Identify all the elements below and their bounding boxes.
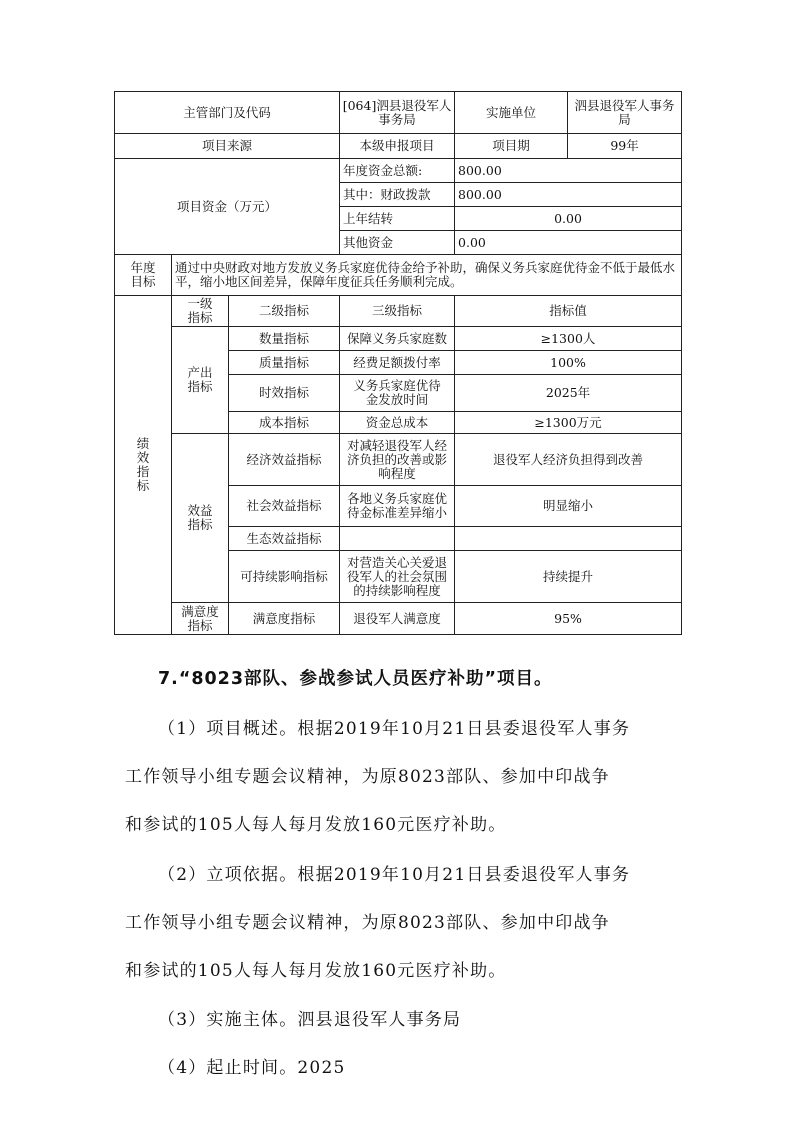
row-l3: 义务兵家庭优待金发放时间 [340,375,455,412]
row-l3: 资金总成本 [340,412,455,434]
performance-table [114,91,682,635]
section-heading: 7.“8023部队、参战参试人员医疗补助”项目。 [158,669,553,689]
paragraph-line: （2）立项依据。根据2019年10月21日县委退役军人事务 [158,865,631,885]
satisfaction-label: 满意度指标 [172,603,229,635]
row-value: 持续提升 [455,551,682,603]
header-value: 指标值 [455,296,682,327]
period-value: 99年 [568,134,682,159]
dept-label: 主管部门及代码 [115,92,340,134]
carryover-label: 上年结转 [340,207,455,231]
row-l3: 对营造关心关爱退役军人的社会氛围的持续影响程度 [340,551,455,603]
paragraph-line: 和参试的105人每人每月发放160元医疗补助。 [125,815,507,835]
row-value: 95% [455,603,682,635]
row-value [455,527,682,551]
source-label: 项目来源 [115,134,340,159]
row-l2: 成本指标 [229,412,340,434]
row-l2: 质量指标 [229,351,340,375]
impl-label: 实施单位 [455,92,568,134]
row-l3: 退役军人满意度 [340,603,455,635]
row-value: ≥1300人 [455,327,682,351]
row-value: 退役军人经济负担得到改善 [455,434,682,486]
header-level1: 一级指标 [172,296,229,327]
row-value: 明显缩小 [455,486,682,527]
paragraph-line: （4）起止时间。2025 [158,1058,346,1078]
goal-text: 通过中央财政对地方发放义务兵家庭优待金给予补助，确保义务兵家庭优待金不低于最低水平，缩小地区间差异，保障年度征兵任务顺利完成。 [172,255,682,296]
annual-total-label: 年度资金总额: [340,159,455,183]
fiscal-label: 其中：财政拨款 [340,183,455,207]
row-l3: 经费足额拨付率 [340,351,455,375]
header-level2: 二级指标 [229,296,340,327]
perf-label: 绩效指标 [115,296,172,635]
row-l3: 各地义务兵家庭优待金标准差异缩小 [340,486,455,527]
row-l2: 经济效益指标 [229,434,340,486]
period-label: 项目期 [455,134,568,159]
row-value: 100% [455,351,682,375]
annual-total-value: 800.00 [455,159,682,183]
row-l2: 社会效益指标 [229,486,340,527]
source-value: 本级申报项目 [340,134,455,159]
paragraph-line: （3）实施主体。泗县退役军人事务局 [158,1010,462,1030]
row-value: ≥1300万元 [455,412,682,434]
output-label: 产出指标 [172,327,229,434]
paragraph-line: （1）项目概述。根据2019年10月21日县委退役军人事务 [158,719,631,739]
carryover-value: 0.00 [455,207,682,231]
paragraph-line: 和参试的105人每人每月发放160元医疗补助。 [125,961,507,981]
goal-label: 年度目标 [115,255,172,296]
paragraph-line: 工作领导小组专题会议精神，为原8023部队、参加中印战争 [125,767,610,787]
row-l3 [340,527,455,551]
other-value: 0.00 [455,231,682,255]
impl-value: 泗县退役军人事务局 [568,92,682,134]
row-l2: 生态效益指标 [229,527,340,551]
dept-value: [064]泗县退役军人事务局 [340,92,455,134]
header-level3: 三级指标 [340,296,455,327]
row-l2: 时效指标 [229,375,340,412]
row-l3: 保障义务兵家庭数 [340,327,455,351]
other-label: 其他资金 [340,231,455,255]
row-value: 2025年 [455,375,682,412]
benefit-label: 效益指标 [172,434,229,603]
fiscal-value: 800.00 [455,183,682,207]
paragraph-line: 工作领导小组专题会议精神，为原8023部队、参加中印战争 [125,913,610,933]
funds-label: 项目资金（万元） [115,159,340,255]
row-l2: 可持续影响指标 [229,551,340,603]
row-l2: 满意度指标 [229,603,340,635]
row-l3: 对减轻退役军人经济负担的改善或影响程度 [340,434,455,486]
row-l2: 数量指标 [229,327,340,351]
